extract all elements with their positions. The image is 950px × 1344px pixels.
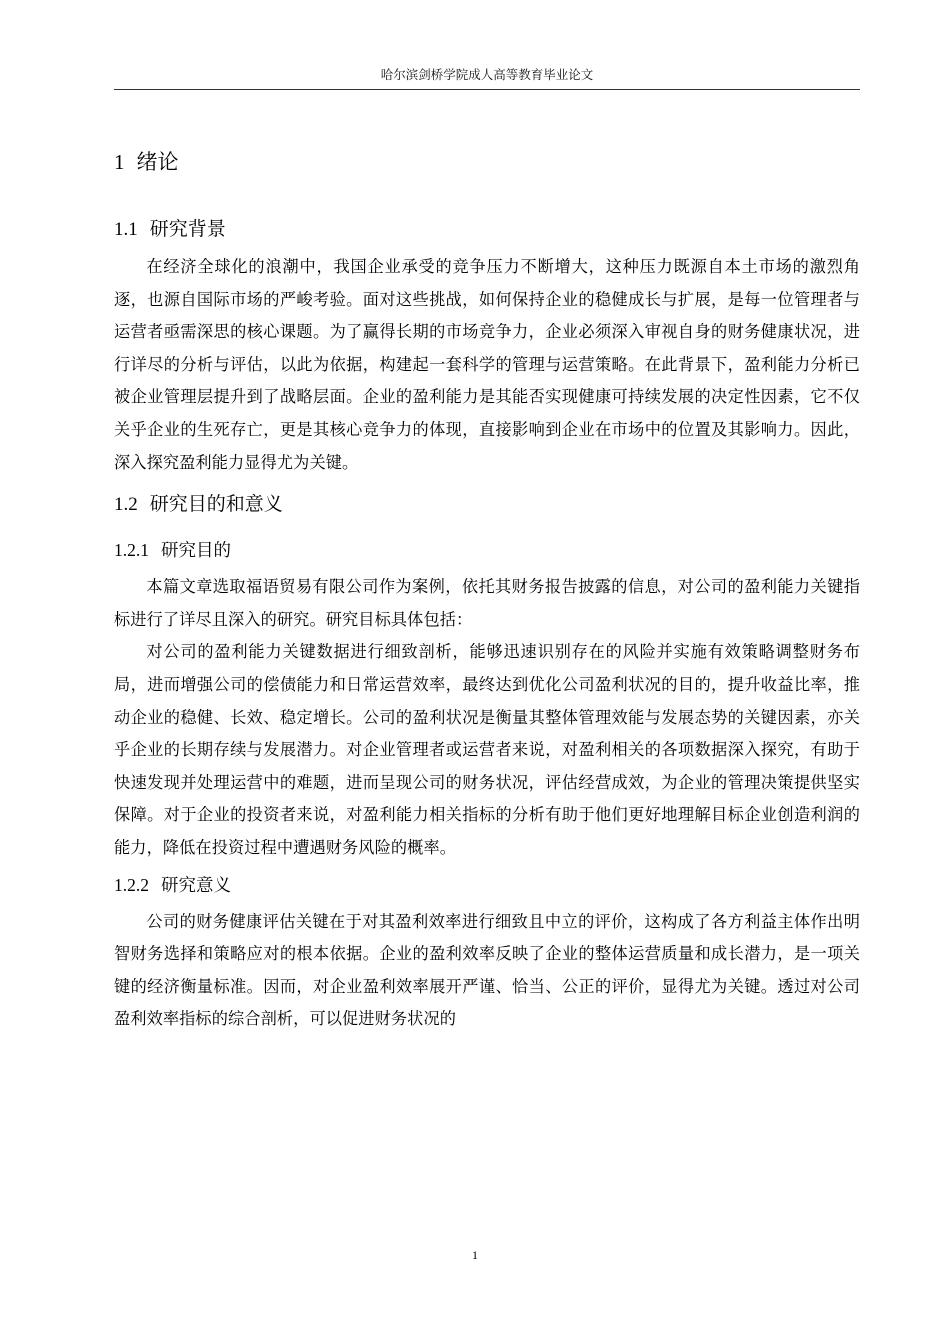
purpose-paragraph-detail: 对公司的盈利能力关键数据进行细致剖析，能够迅速识别存在的风险并实施有效策略调整财务布局，进而增强公司的偿债能力和日常运营效率，最终达到优化公司盈利状况的目的，提升收益比率，推动企业的稳健、长效、稳定增长。公司的盈利状况是衡量其整体管理效能与发展态势的关键因素，亦关乎企业的长期存续与发展潜力。对企业管理者或运营者来说，对盈利相关的各项数据深入探究，有助于快速发现并处理运营中的难题，进而呈现公司的财务状况，评估经营成效，为企业的管理决策提供坚实保障。对于企业的投资者来说，对盈利能力相关指标的分析有助于他们更好地理解目标企业创造利润的能力，降低在投资过程中遭遇财务风险的概率。 [114, 642, 860, 857]
section-number: 1.2 [114, 494, 138, 516]
purpose-paragraph-intro: 本篇文章选取福语贸易有限公司作为案例，依托其财务报告披露的信息，对公司的盈利能力关键指标进行了详尽且深入的研究。研究目标具体包括： [114, 577, 860, 629]
section-title: 研究目的和意义 [149, 493, 283, 516]
subsection-heading-purpose [114, 530, 860, 571]
subsection-number: 1.2.2 [114, 874, 149, 895]
section-number: 1.1 [114, 219, 138, 240]
subsection-heading-significance [114, 865, 860, 906]
subsection-title: 研究意义 [161, 875, 231, 896]
page-body [114, 140, 860, 1036]
section-heading-purpose-significance [114, 483, 860, 526]
chapter-number: 1 [114, 150, 125, 174]
chapter-title: 绪论 [136, 150, 179, 174]
chapter-heading [114, 140, 860, 184]
header-divider [114, 89, 860, 90]
background-paragraph: 在经济全球化的浪潮中，我国企业承受的竞争压力不断增大，这种压力既源自本土市场的激烈角逐，也源自国际市场的严峻考验。面对这些挑战，如何保持企业的稳健成长与扩展，是每一位管理者与运营者亟需深思的核心课题。为了赢得长期的市场竞争力，企业必须深入审视自身的财务健康状况，进行详尽的分析与评估，以此为依据，构建起一套科学的管理与运营策略。在此背景下，盈利能力分析已被企业管理层提升到了战略层面。企业的盈利能力是其能否实现健康可持续发展的决定性因素，它不仅关乎企业的生死存亡，更是其核心竞争力的体现，直接影响到企业在市场中的位置及其影响力。因此，深入探究盈利能力显得尤为关键。 [114, 257, 860, 472]
subsection-number: 1.2.1 [114, 540, 149, 561]
running-header: 哈尔滨剑桥学院成人高等教育毕业论文 [380, 67, 594, 82]
subsection-title: 研究目的 [161, 541, 231, 562]
section-heading-background [114, 208, 860, 251]
page-number: 1 [472, 1248, 478, 1262]
significance-paragraph: 公司的财务健康评估关键在于对其盈利效率进行细致且中立的评价，这构成了各方利益主体作出明智财务选择和策略应对的根本依据。企业的盈利效率反映了企业的整体运营质量和成长潜力，是一项关键的经济衡量标准。因而，对企业盈利效率展开严谨、恰当、公正的评价，显得尤为关键。透过对公司盈利效率指标的综合剖析，可以促进财务状况的 [114, 911, 860, 1029]
section-title: 研究背景 [149, 218, 226, 240]
